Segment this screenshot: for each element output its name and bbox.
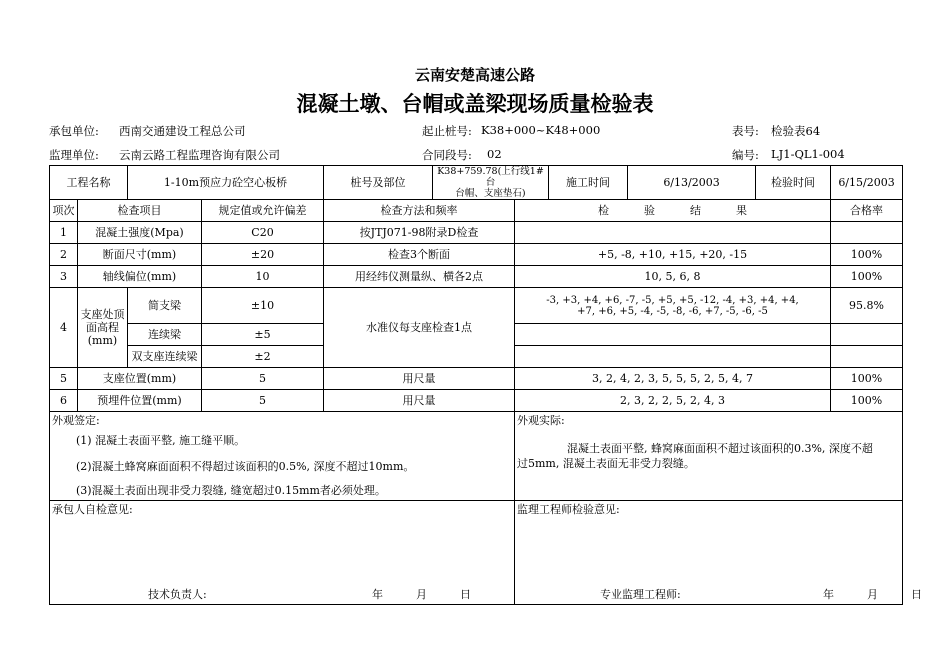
row1-method: 按JTJ071-98附录D检查 xyxy=(324,222,515,244)
stake-label: 起止桩号: xyxy=(422,124,472,138)
stake-value: K38+000~K48+000 xyxy=(481,123,601,137)
supervisor-label: 监理单位: xyxy=(49,148,99,162)
stake-position-line1: K38+759.78(上行线1#台 xyxy=(437,166,544,188)
row4-rate2 xyxy=(831,324,903,346)
code-label: 编号: xyxy=(732,148,759,162)
stake-position-label: 桩号及部位 xyxy=(324,166,433,200)
row5-no: 5 xyxy=(50,368,78,390)
row4-spec2: ±5 xyxy=(202,324,324,346)
code-value: LJ1-QL1-004 xyxy=(771,147,845,161)
row4-sub2: 连续梁 xyxy=(128,324,202,346)
row6-method: 用尺量 xyxy=(324,390,515,412)
appearance-req-label: 外观签定: xyxy=(52,414,100,427)
build-time: 6/13/2003 xyxy=(628,166,756,200)
row2-no: 2 xyxy=(50,244,78,266)
row5-item: 支座位置(mm) xyxy=(78,368,202,390)
project-name-label: 工程名称 xyxy=(50,166,128,200)
row6-no: 6 xyxy=(50,390,78,412)
row3-rate: 100% xyxy=(831,266,903,288)
row5-result: 3, 2, 4, 2, 3, 5, 5, 5, 2, 5, 4, 7 xyxy=(515,368,831,390)
self-check-label: 承包人自检意见: xyxy=(52,503,133,516)
row4-item: 支座处顶面高程(mm) xyxy=(78,288,128,368)
row4-sub3: 双支座连续梁 xyxy=(128,346,202,368)
row4-result1-line1: -3, +3, +4, +6, -7, -5, +5, +5, -12, -4, +3, +4, +4, xyxy=(546,294,799,306)
row1-rate xyxy=(831,222,903,244)
stake-position-line2: 台帽、支座垫石) xyxy=(455,188,526,199)
row1-result xyxy=(515,222,831,244)
supervisor-check-label: 监理工程师检验意见: xyxy=(517,503,620,516)
self-year: 年 xyxy=(372,588,383,601)
col-item: 检查项目 xyxy=(78,200,202,222)
row1-spec: C20 xyxy=(202,222,324,244)
tech-lead-label: 技术负责人: xyxy=(148,588,207,601)
row4-spec3: ±2 xyxy=(202,346,324,368)
row4-rate3 xyxy=(831,346,903,368)
row1-item: 混凝土强度(Mpa) xyxy=(78,222,202,244)
contractor-self-check xyxy=(50,501,515,605)
row5-spec: 5 xyxy=(202,368,324,390)
section-value: 02 xyxy=(487,147,502,161)
col-method: 检查方法和频率 xyxy=(324,200,515,222)
row3-no: 3 xyxy=(50,266,78,288)
self-month: 月 xyxy=(416,588,427,601)
appearance-actual xyxy=(515,412,903,501)
row3-method: 用经纬仪测量纵、横各2点 xyxy=(324,266,515,288)
appearance-requirements xyxy=(50,412,515,501)
row6-item: 预埋件位置(mm) xyxy=(78,390,202,412)
contractor-label: 承包单位: xyxy=(49,124,99,138)
project-name: 1-10m预应力砼空心板桥 xyxy=(128,166,324,200)
row4-no: 4 xyxy=(50,288,78,368)
stake-position xyxy=(433,166,549,200)
row2-result: +5, -8, +10, +15, +20, -15 xyxy=(515,244,831,266)
supervisor-value: 云南云路工程监理咨询有限公司 xyxy=(119,148,280,162)
col-spec: 规定值或允许偏差 xyxy=(202,200,324,222)
appearance-req-3: (3)混凝土表面出现非受力裂缝, 缝宽超过0.15mm者必须处理。 xyxy=(76,484,386,497)
build-time-label: 施工时间 xyxy=(549,166,628,200)
check-time: 6/15/2003 xyxy=(831,166,903,200)
row4-method: 水准仪每支座检查1点 xyxy=(324,288,515,368)
supervisor-check xyxy=(515,501,922,605)
appearance-act-line2: 过5mm, 混凝土表面无非受力裂缝。 xyxy=(517,457,695,470)
check-time-label: 检验时间 xyxy=(756,166,831,200)
row2-item: 断面尺寸(mm) xyxy=(78,244,202,266)
row4-result3 xyxy=(515,346,831,368)
row1-no: 1 xyxy=(50,222,78,244)
form-title: 混凝土墩、台帽或盖梁现场质量检验表 xyxy=(296,91,654,116)
row5-method: 用尺量 xyxy=(324,368,515,390)
row4-spec1: ±10 xyxy=(202,288,324,324)
sup-day: 日 xyxy=(911,588,922,601)
appearance-req-1: (1) 混凝土表面平整, 施工缝平顺。 xyxy=(76,434,246,447)
inspection-table xyxy=(49,165,922,605)
row4-result2 xyxy=(515,324,831,346)
row4-result1-line2: +7, +6, +5, -4, -5, -8, -6, +7, -5, -6, -5 xyxy=(577,305,768,317)
appearance-req-2: (2)混凝土蜂窝麻面面积不得超过该面积的0.5%, 深度不超过10mm。 xyxy=(76,460,415,473)
section-label: 合同段号: xyxy=(422,148,472,162)
engineer-label: 专业监理工程师: xyxy=(600,588,681,601)
self-day: 日 xyxy=(460,588,471,601)
row3-result: 10, 5, 6, 8 xyxy=(515,266,831,288)
row2-method: 检查3个断面 xyxy=(324,244,515,266)
col-rate: 合格率 xyxy=(831,200,903,222)
row5-rate: 100% xyxy=(831,368,903,390)
row2-spec: ±20 xyxy=(202,244,324,266)
row6-spec: 5 xyxy=(202,390,324,412)
col-result: 检 验 结 果 xyxy=(515,200,831,222)
row6-rate: 100% xyxy=(831,390,903,412)
appearance-act-line1: 混凝土表面平整, 蜂窝麻面面积不超过该面积的0.3%, 深度不超 xyxy=(567,442,873,455)
row3-item: 轴线偏位(mm) xyxy=(78,266,202,288)
sup-month: 月 xyxy=(867,588,878,601)
row3-spec: 10 xyxy=(202,266,324,288)
project-title: 云南安楚高速公路 xyxy=(414,66,535,84)
row2-rate: 100% xyxy=(831,244,903,266)
contractor-value: 西南交通建设工程总公司 xyxy=(119,124,246,138)
row4-sub1: 简支梁 xyxy=(128,288,202,324)
row4-rate1: 95.8% xyxy=(831,288,903,324)
col-no: 项次 xyxy=(50,200,78,222)
appearance-act-label: 外观实际: xyxy=(517,414,565,427)
sup-year: 年 xyxy=(823,588,834,601)
form-no-value: 检验表64 xyxy=(771,124,821,138)
form-no-label: 表号: xyxy=(732,124,759,138)
row4-result1 xyxy=(515,288,831,324)
row6-result: 2, 3, 2, 2, 5, 2, 4, 3 xyxy=(515,390,831,412)
